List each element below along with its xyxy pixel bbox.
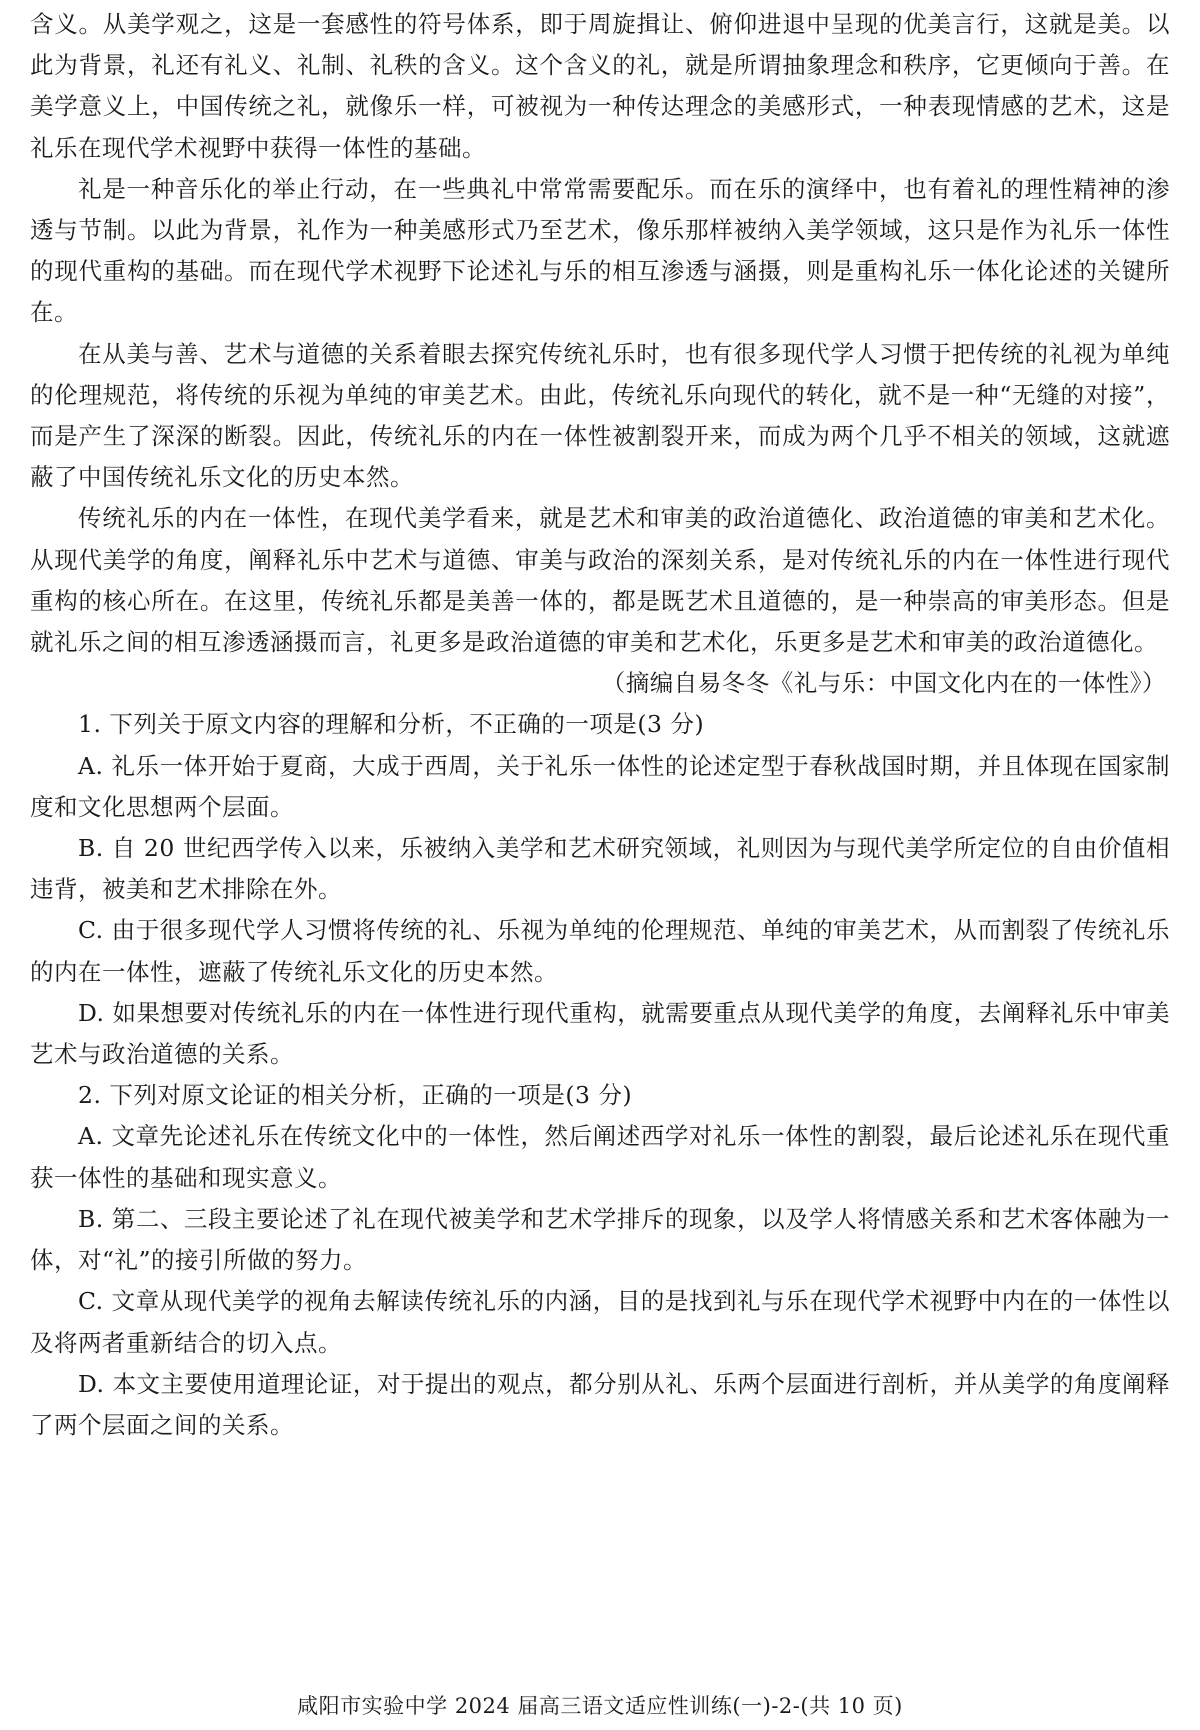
question-1-option-b: B. 自 20 世纪西学传入以来，乐被纳入美学和艺术研究领域，礼则因为与现代美学所定位的自由价值相违背，被美和艺术排除在外。 xyxy=(30,834,1170,904)
question-1-stem: 1. 下列关于原文内容的理解和分析，不正确的一项是(3 分) xyxy=(78,710,705,739)
question-1-option-a: A. 礼乐一体开始于夏商，大成于西周，关于礼乐一体性的论述定型于春秋战国时期，并且体现在国家制度和文化思想两个层面。 xyxy=(30,751,1170,821)
question-1-option-d: D. 如果想要对传统礼乐的内在一体性进行现代重构，就需要重点从现代美学的角度，去阐释礼乐中审美艺术与政治道德的关系。 xyxy=(30,998,1170,1069)
passage-paragraph: 在从美与善、艺术与道德的关系着眼去探究传统礼乐时，也有很多现代学人习惯于把传统的礼视为单纯的伦理规范，将传统的乐视为单纯的审美艺术。由此，传统礼乐向现代的转化，就不是一种“无缝的对接”，而是产生了深深的断裂。因此，传统礼乐的内在一体性被割裂开来，而成为两个几乎不相关的领域，这就遮蔽了中国传统礼乐文化的历史本然。 xyxy=(30,339,1170,492)
question-2-option-d: D. 本文主要使用道理论证，对于提出的观点，都分别从礼、乐两个层面进行剖析，并从美学的角度阐释了两个层面之间的关系。 xyxy=(30,1369,1170,1439)
passage-paragraph: 传统礼乐的内在一体性，在现代美学看来，就是艺术和审美的政治道德化、政治道德的审美和艺术化。从现代美学的角度，阐释礼乐中艺术与道德、审美与政治的深刻关系，是对传统礼乐的内在一体性进行现代重构的核心所在。在这里，传统礼乐都是美善一体的，都是既艺术且道德的，是一种崇高的审美形态。但是就礼乐之间的相互渗透涵摄而言，礼更多是政治道德的审美和艺术化，乐更多是艺术和审美的政治道德化。 xyxy=(30,504,1170,657)
passage-paragraph: 礼是一种音乐化的举止行动，在一些典礼中常常需要配乐。而在乐的演绎中，也有着礼的理性精神的渗透与节制。以此为背景，礼作为一种美感形式乃至艺术，像乐那样被纳入美学领域，这只是作为礼乐一体性的现代重构的基础。而在现代学术视野下论述礼与乐的相互渗透与涵摄，则是重构礼乐一体化论述的关键所在。 xyxy=(30,174,1170,327)
question-2-stem: 2. 下列对原文论证的相关分析，正确的一项是(3 分) xyxy=(78,1081,633,1110)
page-footer: 咸阳市实验中学 2024 届高三语文适应性训练(一)-2-(共 10 页) xyxy=(297,1694,903,1718)
passage-paragraph-continued: 含义。从美学观之，这是一套感性的符号体系，即于周旋揖让、俯仰进退中呈现的优美言行，这就是美。以此为背景，礼还有礼义、礼制、礼秩的含义。这个含义的礼，就是所谓抽象理念和秩序，它更倾向于善。在美学意义上，中国传统之礼，就像乐一样，可被视为一种传达理念的美感形式，一种表现情感的艺术，这是礼乐在现代学术视野中获得一体性的基础。 xyxy=(30,10,1170,162)
question-2-option-c: C. 文章从现代美学的视角去解读传统礼乐的内涵，目的是找到礼与乐在现代学术视野中内在的一体性以及将两者重新结合的切入点。 xyxy=(30,1287,1170,1357)
exam-page xyxy=(30,4,1170,1446)
question-2-option-b: B. 第二、三段主要论述了礼在现代被美学和艺术学排斥的现象，以及学人将情感关系和艺术客体融为一体，对“礼”的接引所做的努力。 xyxy=(30,1204,1170,1275)
question-1-option-c: C. 由于很多现代学人习惯将传统的礼、乐视为单纯的伦理规范、单纯的审美艺术，从而割裂了传统礼乐的内在一体性，遮蔽了传统礼乐文化的历史本然。 xyxy=(30,916,1170,986)
passage-source: （摘编自易冬冬《礼与乐：中国文化内在的一体性》） xyxy=(601,669,1166,698)
question-2-option-a: A. 文章先论述礼乐在传统文化中的一体性，然后阐述西学对礼乐一体性的割裂，最后论述礼乐在现代重获一体性的基础和现实意义。 xyxy=(30,1122,1170,1192)
